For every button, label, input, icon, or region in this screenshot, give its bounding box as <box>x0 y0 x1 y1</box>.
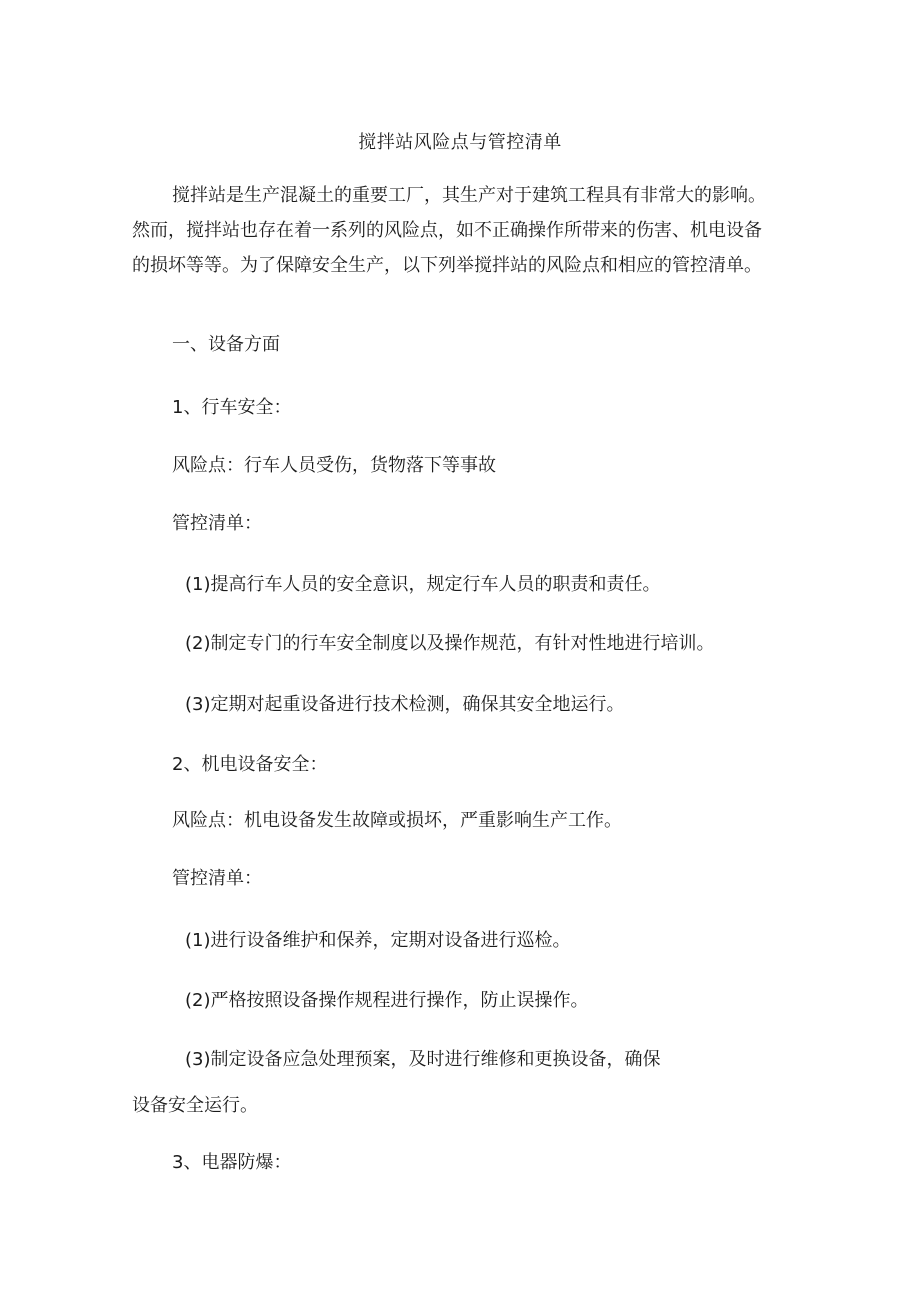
control-number: (1) <box>185 574 211 595</box>
item-1-risk: 风险点：行车人员受伤，货物落下等事故 <box>172 455 496 476</box>
item-2-risk: 风险点：机电设备发生故障或损坏，严重影响生产工作。 <box>172 810 622 831</box>
item-2-control-3 <box>185 1045 661 1071</box>
item-1-control-label: 管控清单： <box>172 513 262 534</box>
item-2-heading <box>172 750 327 776</box>
item-1-number: 1 <box>172 397 184 418</box>
control-text: 制定专门的行车安全制度以及操作规范，有针对性地进行培训。 <box>210 633 715 654</box>
item-2-control-2 <box>185 986 589 1012</box>
intro-line-2: 然而，搅拌站也存在着一系列的风险点，如不正确操作所带来的伤害、机电设备 <box>132 220 762 241</box>
item-2-number: 2 <box>172 754 184 775</box>
section-heading: 一、设备方面 <box>172 334 280 355</box>
control-number: (3) <box>185 1049 211 1070</box>
item-2-control-3-continuation: 设备安全运行。 <box>132 1095 258 1116</box>
item-3-number: 3 <box>172 1152 184 1173</box>
control-number: (1) <box>185 930 211 951</box>
item-2-control-label: 管控清单： <box>172 868 262 889</box>
item-2-control-1 <box>185 926 571 952</box>
item-1-title: 、行车安全： <box>183 397 292 418</box>
control-text: 提高行车人员的安全意识，规定行车人员的职责和责任。 <box>210 574 661 595</box>
control-text: 制定设备应急处理预案，及时进行维修和更换设备，确保 <box>210 1049 661 1070</box>
item-1-heading <box>172 393 291 419</box>
control-number: (2) <box>185 633 211 654</box>
item-2-title: 、机电设备安全： <box>183 754 328 775</box>
control-text: 进行设备维护和保养，定期对设备进行巡检。 <box>210 930 571 951</box>
document-title: 搅拌站风险点与管控清单 <box>358 132 562 153</box>
control-text: 严格按照设备操作规程进行操作，防止误操作。 <box>210 990 589 1011</box>
intro-line-1: 搅拌站是生产混凝土的重要工厂，其生产对于建筑工程具有非常大的影响。 <box>172 185 766 206</box>
intro-line-3: 的损坏等等。为了保障安全生产，以下列举搅拌站的风险点和相应的管控清单。 <box>132 255 762 276</box>
control-number: (3) <box>185 694 211 715</box>
control-text: 定期对起重设备进行技术检测，确保其安全地运行。 <box>210 694 625 715</box>
item-3-title: 、电器防爆： <box>183 1152 292 1173</box>
item-1-control-3 <box>185 690 625 716</box>
item-1-control-2 <box>185 629 715 655</box>
intro-paragraph <box>132 178 792 283</box>
item-1-control-1 <box>185 570 661 596</box>
item-3-heading <box>172 1148 291 1174</box>
control-number: (2) <box>185 990 211 1011</box>
